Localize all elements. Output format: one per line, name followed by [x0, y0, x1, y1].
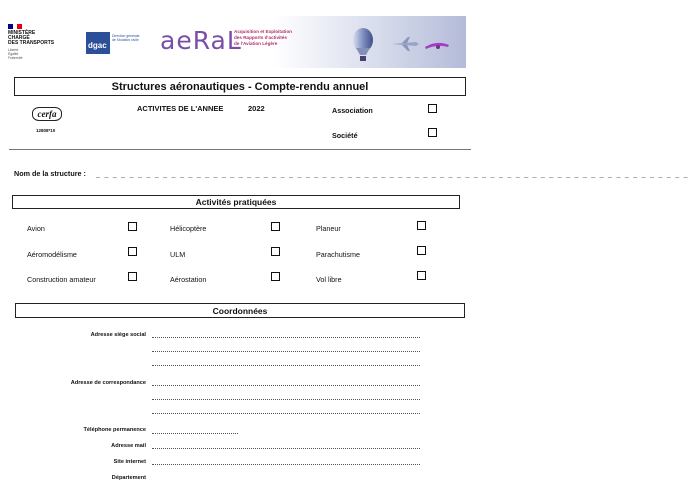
activity-checkbox-parachutisme[interactable] [417, 246, 426, 255]
site-internet-field[interactable] [152, 464, 420, 465]
cerfa-number: 12808*10 [36, 128, 56, 133]
adresse-correspondance-label: Adresse de correspondance [70, 380, 146, 386]
societe-label: Société [332, 131, 358, 140]
telephone-label: Téléphone permanence [83, 427, 146, 433]
activites-annee-label: ACTIVITES DE L'ANNEE [137, 104, 224, 113]
year-value: 2022 [248, 104, 265, 113]
dgac-badge [86, 32, 110, 54]
plane-icon [390, 36, 420, 52]
activity-label-helicoptere: Hélicoptère [170, 224, 207, 233]
dgac-logo [86, 32, 144, 54]
section-divider [9, 149, 471, 150]
form-title-box [14, 77, 466, 96]
french-flag-icon [8, 24, 22, 29]
site-internet-label: Site internet [113, 459, 146, 465]
societe-checkbox[interactable] [428, 128, 437, 137]
balloon-icon [350, 28, 376, 62]
ministry-logo [8, 24, 78, 60]
aeral-logo: aeRaL [160, 26, 242, 55]
activity-label-ulm: ULM [170, 250, 186, 259]
motto-egalite: Égalité [8, 51, 19, 56]
activity-label-vol-libre: Vol libre [316, 275, 342, 284]
activity-checkbox-construction-amateur[interactable] [128, 272, 137, 281]
dgac-subtitle: Direction générale de l'Aviation civile [112, 34, 140, 42]
form-title: Structures aéronautiques - Compte-rendu annuel [111, 80, 369, 93]
activity-checkbox-aerostation[interactable] [271, 272, 280, 281]
adresse-siege-field-3[interactable] [152, 365, 420, 366]
tagline-line-2: des Rapports d'activités [234, 35, 287, 40]
ministry-line-1: MINISTÈRE [8, 30, 36, 36]
activity-checkbox-helicoptere[interactable] [271, 222, 280, 231]
dgac-label: dgac [88, 41, 107, 50]
activity-checkbox-planeur[interactable] [417, 221, 426, 230]
glider-icon [424, 38, 450, 54]
adresse-mail-label: Adresse mail [111, 443, 146, 449]
activity-checkbox-ulm[interactable] [271, 247, 280, 256]
ministry-line-2: CHARGÉ [8, 35, 30, 42]
tagline-line-3: de l'Aviation Légère [234, 41, 278, 46]
activity-label-aeromodelisme: Aéromodélisme [27, 250, 77, 259]
cerfa-logo: cerfa [32, 107, 62, 121]
activity-checkbox-vol-libre[interactable] [417, 271, 426, 280]
nom-structure-label: Nom de la structure : [14, 169, 86, 178]
activity-label-aerostation: Aérostation [170, 275, 207, 284]
activites-section-header [12, 195, 460, 209]
association-label: Association [332, 106, 373, 115]
ministry-motto [8, 48, 78, 60]
coordonnees-section-title: Coordonnées [212, 305, 268, 316]
departement-label: Département [111, 475, 146, 481]
activity-label-parachutisme: Parachutisme [316, 250, 360, 259]
adresse-siege-label: Adresse siège social [90, 332, 146, 338]
motto-liberte: Liberté [8, 47, 19, 52]
activites-section-title: Activités pratiquées [195, 197, 277, 207]
association-checkbox[interactable] [428, 104, 437, 113]
adresse-correspondance-field-3[interactable] [152, 413, 420, 414]
ministry-line-3: DES TRANSPORTS [8, 40, 55, 47]
aeral-tagline [234, 29, 344, 47]
telephone-field[interactable] [152, 433, 238, 434]
motto-fraternite: Fraternité [8, 55, 23, 60]
activity-label-planeur: Planeur [316, 224, 341, 233]
nom-structure-field[interactable]: _ _ _ _ _ _ _ _ _ _ _ _ _ _ _ _ _ _ _ _ _ _ _ _ _ _ _ _ _ _ _ _ _ _ _ _ _ _ _ _ _ _ _ _ _ _ _ _ _ _ _ _ _ _ _ _ _ _ _ _ _ _ _ _ _ _ _ _ _ _ _ [96, 169, 689, 178]
adresse-siege-field-1[interactable] [152, 337, 420, 338]
adresse-correspondance-field-1[interactable] [152, 385, 420, 386]
activity-label-construction-amateur: Construction amateur [27, 275, 96, 284]
activity-label-avion: Avion [27, 224, 45, 233]
adresse-mail-field[interactable] [152, 448, 420, 449]
adresse-correspondance-field-2[interactable] [152, 399, 420, 400]
coordonnees-section-header [15, 303, 465, 318]
adresse-siege-field-2[interactable] [152, 351, 420, 352]
tagline-line-1: Acquisition et Exploitation [234, 29, 292, 34]
activity-checkbox-avion[interactable] [128, 222, 137, 231]
activity-checkbox-aeromodelisme[interactable] [128, 247, 137, 256]
